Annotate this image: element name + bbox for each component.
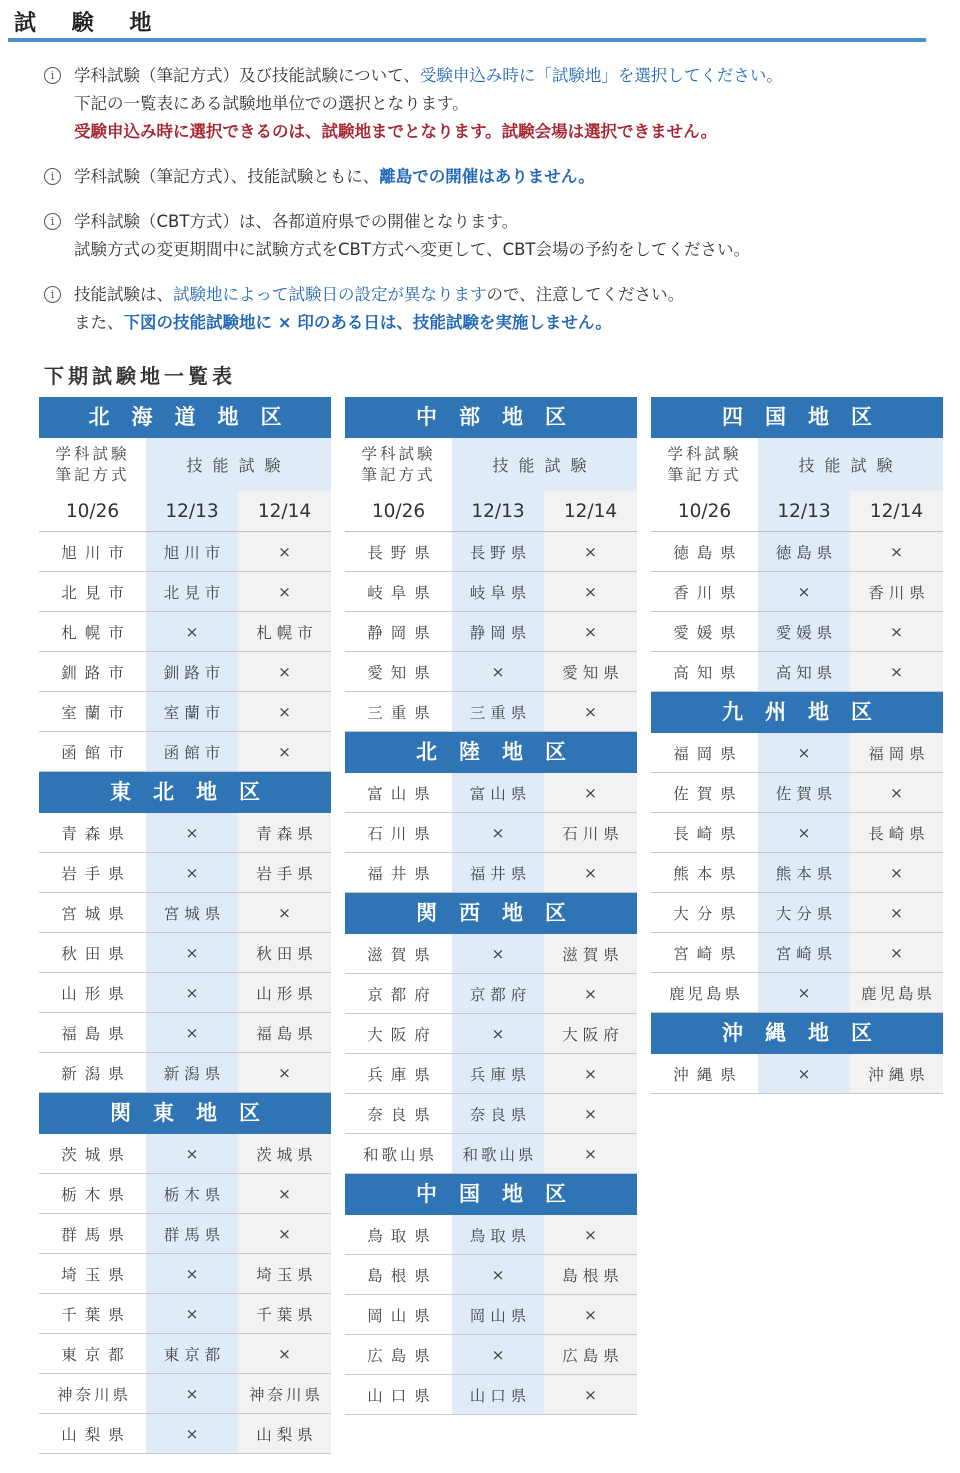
table-cell: × (850, 612, 943, 651)
table-cell: × (758, 733, 850, 772)
table-cell: × (146, 973, 238, 1012)
table-cell: × (544, 532, 637, 571)
table-cell: 新潟県 (39, 1053, 146, 1092)
table-cell: 石川県 (544, 813, 637, 852)
table-cell: 島根県 (544, 1255, 637, 1294)
note-text: 学科試験（筆記方式）、技能試験ともに、 (74, 167, 380, 186)
table-cell: 山口県 (452, 1375, 544, 1414)
table-row (345, 1335, 637, 1375)
table-cell: 札幌市 (238, 612, 331, 651)
table-cell: 釧路市 (39, 652, 146, 691)
note-text: 離島での開催はありません。 (379, 167, 595, 186)
table-cell: × (544, 1215, 637, 1254)
note-line (74, 281, 924, 309)
table-row (39, 652, 331, 692)
table-cell: 沖縄県 (850, 1054, 943, 1093)
table-cell: 兵庫県 (345, 1054, 452, 1093)
written-method-label: 筆記方式 (667, 465, 742, 484)
table-cell: 岐阜県 (345, 572, 452, 611)
table-row (39, 813, 331, 853)
table-cell: 東京都 (146, 1334, 238, 1373)
table-cell: 京都府 (452, 974, 544, 1013)
table-cell: 岐阜県 (452, 572, 544, 611)
table-cell: 香川県 (651, 572, 758, 611)
region-header: 北海道地区 (39, 397, 331, 438)
table-cell: 宮崎県 (651, 933, 758, 972)
table-cell: 岩手県 (39, 853, 146, 892)
table-cell: × (850, 933, 943, 972)
exam-date: 10/26 (39, 491, 146, 531)
info-icon: i (44, 67, 61, 84)
table-cell: 新潟県 (146, 1053, 238, 1092)
table-row (39, 1334, 331, 1374)
table-cell: × (452, 1255, 544, 1294)
table-cell: × (544, 1375, 637, 1414)
table-column-3 (651, 397, 943, 1094)
note-text: 受験申込み時に「試験地」を選択してください。 (419, 66, 783, 85)
table-cell: × (544, 974, 637, 1013)
table-cell: 愛知県 (345, 652, 452, 691)
table-row (39, 612, 331, 652)
skill-exam-header: 技能試験 (146, 438, 331, 491)
table-cell: 沖縄県 (651, 1054, 758, 1093)
table-cell: 室蘭市 (146, 692, 238, 731)
written-method-label: 筆記方式 (361, 465, 436, 484)
table-row (39, 1174, 331, 1214)
table-row (39, 1414, 331, 1454)
table-cell: 福岡県 (651, 733, 758, 772)
table-cell: × (544, 1134, 637, 1173)
table-cell: 愛媛県 (758, 612, 850, 651)
table-cell: × (452, 1014, 544, 1053)
table-cell: × (146, 813, 238, 852)
table-cell: × (238, 893, 331, 932)
table-row (345, 773, 637, 813)
table-cell: 静岡県 (452, 612, 544, 651)
note-text: 学科試験（筆記方式）及び技能試験について、 (74, 66, 420, 85)
table-row (345, 612, 637, 652)
notes-list (44, 62, 924, 354)
exam-date: 12/13 (452, 491, 544, 531)
exam-date: 12/14 (544, 491, 637, 531)
table-cell: × (758, 973, 850, 1012)
table-row (345, 572, 637, 612)
info-note (44, 62, 924, 146)
written-exam-header (651, 438, 758, 491)
table-cell: 群馬県 (146, 1214, 238, 1253)
table-cell: 北見市 (146, 572, 238, 611)
table-row (651, 1054, 943, 1094)
region-header: 沖縄地区 (651, 1013, 943, 1054)
table-column-1 (39, 397, 331, 1454)
table-cell: 福島県 (238, 1013, 331, 1052)
table-cell: 鹿児島県 (651, 973, 758, 1012)
written-exam-header (345, 438, 452, 491)
table-row (345, 1215, 637, 1255)
table-cell: 函館市 (39, 732, 146, 771)
exam-date: 12/13 (758, 491, 850, 531)
note-line (74, 62, 924, 90)
table-row (39, 1214, 331, 1254)
table-row (39, 692, 331, 732)
note-line (74, 208, 924, 236)
table-cell: 奈良県 (345, 1094, 452, 1133)
table-cell: 徳島県 (758, 532, 850, 571)
note-text: 受験申込み時に選択できるのは、試験地までとなります。試験会場は選択できません。 (74, 122, 718, 141)
table-cell: 北見市 (39, 572, 146, 611)
table-cell: 埼玉県 (39, 1254, 146, 1293)
table-cell: 旭川市 (39, 532, 146, 571)
table-cell: × (850, 532, 943, 571)
table-row (651, 933, 943, 973)
table-cell: 青森県 (238, 813, 331, 852)
info-icon: i (44, 213, 61, 230)
table-row (651, 612, 943, 652)
table-cell: × (544, 572, 637, 611)
table-cell: × (146, 1013, 238, 1052)
table-cell: × (544, 1094, 637, 1133)
region-header: 北陸地区 (345, 732, 637, 773)
table-row (39, 1254, 331, 1294)
table-cell: × (544, 1054, 637, 1093)
table-cell: 釧路市 (146, 652, 238, 691)
table-cell: 旭川市 (146, 532, 238, 571)
table-cell: 滋賀県 (345, 934, 452, 973)
note-text: また、 (74, 313, 124, 332)
table-row (39, 893, 331, 933)
table-row (651, 652, 943, 692)
table-cell: × (238, 1214, 331, 1253)
table-row (345, 692, 637, 732)
table-cell: 石川県 (345, 813, 452, 852)
table-cell: 愛媛県 (651, 612, 758, 651)
table-cell: × (238, 1053, 331, 1092)
table-row (39, 532, 331, 572)
table-row (39, 1294, 331, 1334)
table-row (39, 973, 331, 1013)
table-cell: 埼玉県 (238, 1254, 331, 1293)
table-cell: 三重県 (345, 692, 452, 731)
table-cell: 山形県 (238, 973, 331, 1012)
table-cell: 山梨県 (238, 1414, 331, 1453)
note-line (74, 236, 924, 264)
table-cell: 岡山県 (452, 1295, 544, 1334)
table-cell: 徳島県 (651, 532, 758, 571)
note-text: 試験方式の変更期間中に試験方式をCBT方式へ変更して、CBT会場の予約をしてください。 (74, 240, 751, 259)
table-cell: × (452, 1335, 544, 1374)
written-method-label: 筆記方式 (55, 465, 130, 484)
table-cell: × (544, 692, 637, 731)
table-cell: × (146, 1134, 238, 1173)
table-row (651, 532, 943, 572)
date-row (39, 491, 331, 532)
table-cell: 山形県 (39, 973, 146, 1012)
table-cell: 東京都 (39, 1334, 146, 1373)
table-cell: 茨城県 (39, 1134, 146, 1173)
table-cell: × (452, 934, 544, 973)
table-cell: 山梨県 (39, 1414, 146, 1453)
table-cell: 高知県 (651, 652, 758, 691)
table-cell: × (146, 612, 238, 651)
table-cell: 茨城県 (238, 1134, 331, 1173)
table-cell: 鹿児島県 (850, 973, 943, 1012)
table-cell: × (850, 652, 943, 691)
table-cell: 滋賀県 (544, 934, 637, 973)
table-cell: 福井県 (345, 853, 452, 892)
written-exam-header (39, 438, 146, 491)
note-text: 下図の技能試験地に × 印のある日は、技能試験を実施しません。 (123, 313, 612, 332)
region-header: 四国地区 (651, 397, 943, 438)
table-cell: 熊本県 (758, 853, 850, 892)
table-cell: 神奈川県 (238, 1374, 331, 1413)
table-cell: 和歌山県 (345, 1134, 452, 1173)
table-cell: × (758, 1054, 850, 1093)
table-cell: × (238, 692, 331, 731)
table-row (345, 1255, 637, 1295)
written-exam-label: 学科試験 (55, 444, 130, 463)
table-row (345, 813, 637, 853)
table-cell: 鳥取県 (452, 1215, 544, 1254)
table-row (345, 1134, 637, 1174)
table-row (345, 1094, 637, 1134)
page-title: 試 験 地 (14, 11, 166, 36)
note-line (74, 90, 924, 118)
table-cell: 宮城県 (146, 893, 238, 932)
table-row (345, 1295, 637, 1335)
table-cell: × (544, 1295, 637, 1334)
table-row (39, 1013, 331, 1053)
exam-date: 12/14 (850, 491, 943, 531)
date-row (651, 491, 943, 532)
skill-exam-header: 技能試験 (452, 438, 637, 491)
table-cell: 広島県 (345, 1335, 452, 1374)
table-cell: × (544, 853, 637, 892)
table-cell: × (850, 773, 943, 812)
table-row (345, 934, 637, 974)
table-cell: 函館市 (146, 732, 238, 771)
table-cell: 宮城県 (39, 893, 146, 932)
column-subheader (651, 438, 943, 491)
region-header: 関東地区 (39, 1093, 331, 1134)
table-row (651, 572, 943, 612)
note-line (74, 118, 924, 146)
note-text: 下記の一覧表にある試験地単位での選択となります。 (74, 94, 469, 113)
table-row (651, 973, 943, 1013)
info-icon: i (44, 286, 61, 303)
table-cell: 栃木県 (146, 1174, 238, 1213)
table-row (345, 1054, 637, 1094)
table-cell: 佐賀県 (651, 773, 758, 812)
table-cell: 大分県 (758, 893, 850, 932)
table-cell: 大分県 (651, 893, 758, 932)
table-row (345, 532, 637, 572)
table-cell: 青森県 (39, 813, 146, 852)
table-cell: 長野県 (345, 532, 452, 571)
table-cell: 静岡県 (345, 612, 452, 651)
table-cell: × (544, 773, 637, 812)
table-cell: 大阪府 (345, 1014, 452, 1053)
table-cell: 京都府 (345, 974, 452, 1013)
table-row (345, 974, 637, 1014)
table-row (651, 733, 943, 773)
title-underline (8, 38, 926, 42)
exam-date: 10/26 (651, 491, 758, 531)
table-row (39, 572, 331, 612)
table-cell: 宮崎県 (758, 933, 850, 972)
table-row (651, 853, 943, 893)
table-cell: × (238, 572, 331, 611)
section-title: 下期試験地一覧表 (44, 364, 236, 388)
written-exam-label: 学科試験 (361, 444, 436, 463)
table-cell: 長野県 (452, 532, 544, 571)
region-header: 中部地区 (345, 397, 637, 438)
table-row (345, 652, 637, 692)
table-cell: 福島県 (39, 1013, 146, 1052)
table-row (39, 732, 331, 772)
table-cell: 福井県 (452, 853, 544, 892)
info-icon: i (44, 168, 61, 185)
table-cell: × (544, 612, 637, 651)
table-cell: × (850, 853, 943, 892)
table-cell: 室蘭市 (39, 692, 146, 731)
table-cell: 香川県 (850, 572, 943, 611)
info-note (44, 208, 924, 264)
table-row (651, 893, 943, 933)
table-cell: 和歌山県 (452, 1134, 544, 1173)
skill-exam-header: 技能試験 (758, 438, 943, 491)
table-cell: × (146, 1374, 238, 1413)
exam-date: 12/14 (238, 491, 331, 531)
table-cell: 秋田県 (238, 933, 331, 972)
table-row (39, 853, 331, 893)
table-cell: 福岡県 (850, 733, 943, 772)
table-cell: 山口県 (345, 1375, 452, 1414)
table-cell: 大阪府 (544, 1014, 637, 1053)
table-row (345, 1375, 637, 1415)
table-cell: 富山県 (345, 773, 452, 812)
table-cell: × (238, 1334, 331, 1373)
table-row (39, 933, 331, 973)
table-cell: 奈良県 (452, 1094, 544, 1133)
table-cell: × (452, 813, 544, 852)
table-cell: × (146, 1254, 238, 1293)
table-cell: × (238, 732, 331, 771)
table-column-2 (345, 397, 637, 1415)
note-text: 学科試験（CBT方式）は、各都道府県での開催となります。 (74, 212, 519, 231)
table-cell: 神奈川県 (39, 1374, 146, 1413)
info-note (44, 281, 924, 337)
table-row (345, 1014, 637, 1054)
table-cell: × (146, 933, 238, 972)
table-cell: 富山県 (452, 773, 544, 812)
table-row (39, 1374, 331, 1414)
table-cell: 長崎県 (651, 813, 758, 852)
table-cell: 群馬県 (39, 1214, 146, 1253)
table-cell: 熊本県 (651, 853, 758, 892)
table-row (345, 853, 637, 893)
column-subheader (39, 438, 331, 491)
table-cell: 岩手県 (238, 853, 331, 892)
table-cell: × (238, 532, 331, 571)
table-cell: 兵庫県 (452, 1054, 544, 1093)
table-row (39, 1134, 331, 1174)
table-cell: 長崎県 (850, 813, 943, 852)
table-cell: 札幌市 (39, 612, 146, 651)
table-cell: × (146, 853, 238, 892)
note-text: 技能試験は、 (74, 285, 173, 304)
note-text: ので、注意してください。 (486, 285, 685, 304)
region-header: 中国地区 (345, 1174, 637, 1215)
table-cell: 愛知県 (544, 652, 637, 691)
table-cell: 鳥取県 (345, 1215, 452, 1254)
table-cell: 千葉県 (39, 1294, 146, 1333)
table-cell: 島根県 (345, 1255, 452, 1294)
date-row (345, 491, 637, 532)
written-exam-label: 学科試験 (667, 444, 742, 463)
table-row (39, 1053, 331, 1093)
table-cell: × (238, 1174, 331, 1213)
table-cell: 栃木県 (39, 1174, 146, 1213)
region-header: 九州地区 (651, 692, 943, 733)
column-subheader (345, 438, 637, 491)
table-cell: 三重県 (452, 692, 544, 731)
table-cell: × (758, 813, 850, 852)
table-cell: × (146, 1294, 238, 1333)
table-row (651, 773, 943, 813)
exam-date: 10/26 (345, 491, 452, 531)
table-cell: × (146, 1414, 238, 1453)
note-line (74, 163, 924, 191)
table-cell: × (238, 652, 331, 691)
exam-date: 12/13 (146, 491, 238, 531)
table-cell: × (758, 572, 850, 611)
region-header: 関西地区 (345, 893, 637, 934)
table-row (651, 813, 943, 853)
table-cell: 千葉県 (238, 1294, 331, 1333)
region-header: 東北地区 (39, 772, 331, 813)
table-cell: × (452, 652, 544, 691)
info-note (44, 163, 924, 191)
table-cell: 岡山県 (345, 1295, 452, 1334)
table-cell: × (850, 893, 943, 932)
table-cell: 高知県 (758, 652, 850, 691)
note-line (74, 309, 924, 337)
table-cell: 佐賀県 (758, 773, 850, 812)
note-text: 試験地によって試験日の設定が異なります (173, 285, 487, 304)
table-cell: 秋田県 (39, 933, 146, 972)
table-cell: 広島県 (544, 1335, 637, 1374)
